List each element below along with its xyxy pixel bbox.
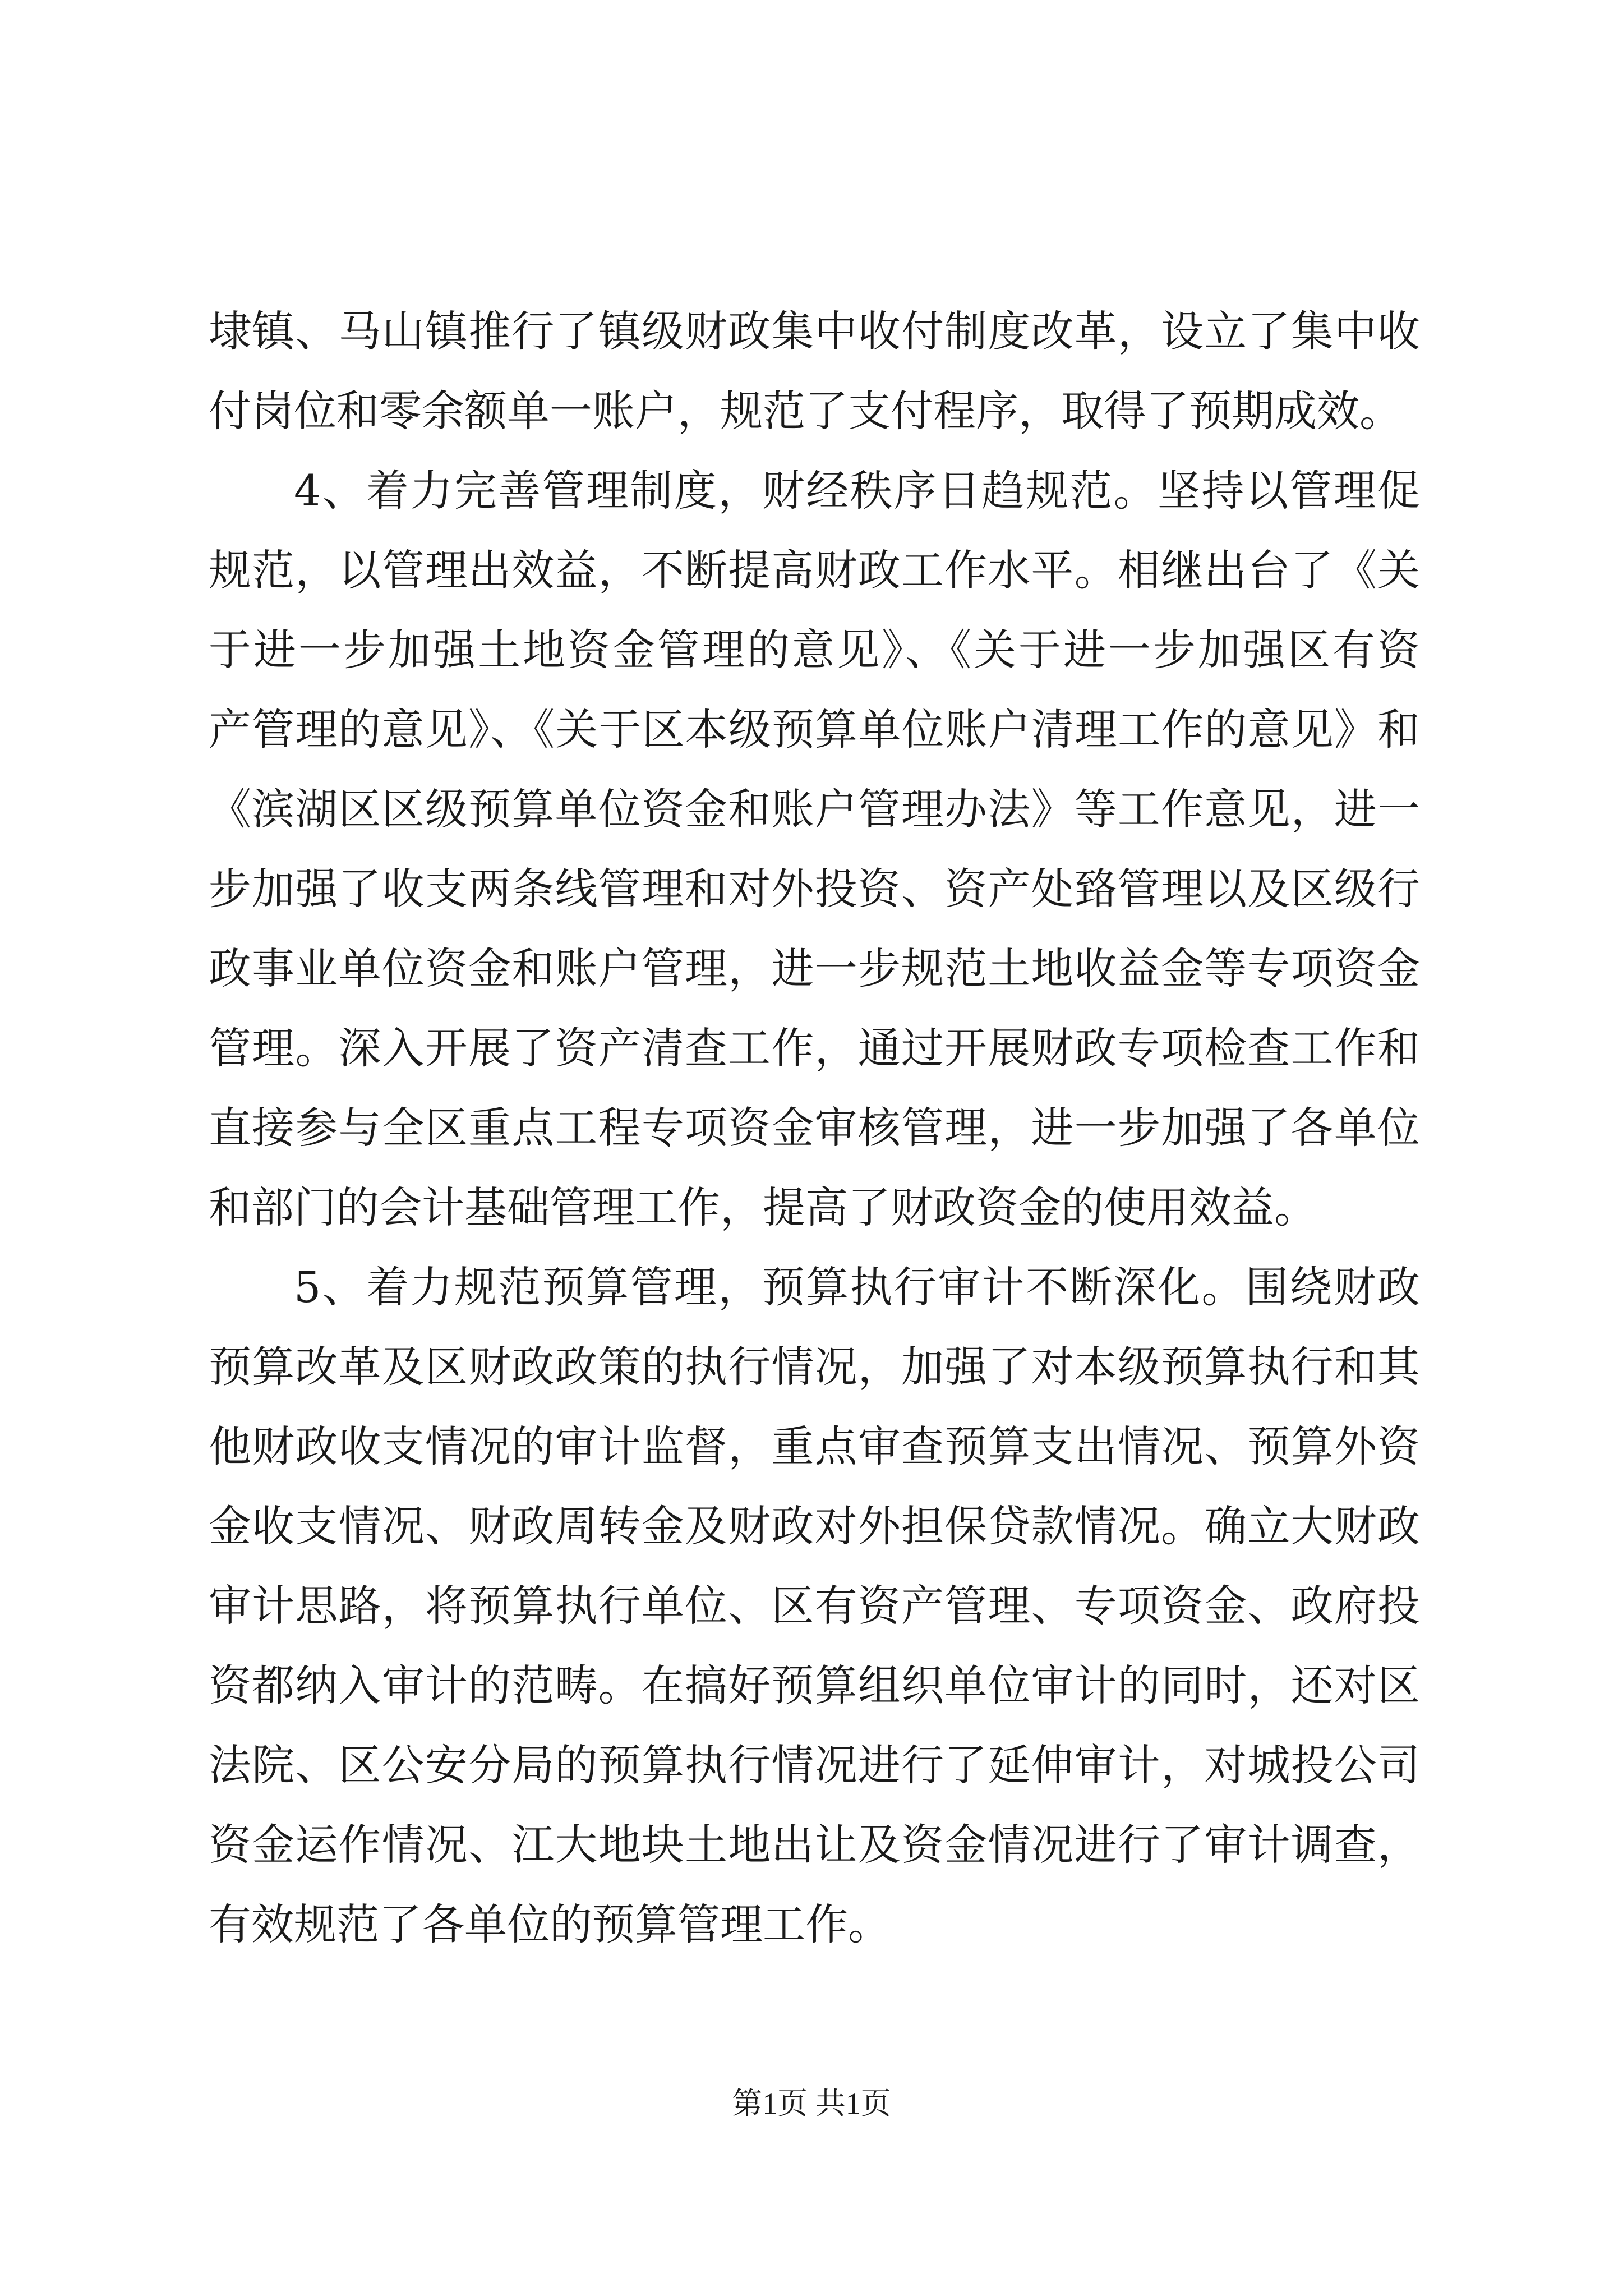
paragraph-3-line: 审计思路，将预算执行单位、区有资产管理、专项资金、政府投 xyxy=(209,1581,1420,1631)
paragraph-3-line: 5、着力规范预算管理，预算执行审计不断深化。围绕财政 xyxy=(294,1262,1420,1312)
document-body xyxy=(209,292,1420,1964)
paragraph-2-line: 于进一步加强土地资金管理的意见》、《关于进一步加强区有资 xyxy=(209,625,1420,675)
paragraph-3-line: 资都纳入审计的范畴。在搞好预算组织单位审计的同时，还对区 xyxy=(209,1660,1420,1710)
paragraph-2-line: 管理。深入开展了资产清查工作，通过开展财政专项检查工作和 xyxy=(209,1023,1420,1073)
paragraph-3-line: 法院、区公安分局的预算执行情况进行了延伸审计，对城投公司 xyxy=(209,1740,1420,1790)
paragraph-2-line: 《滨湖区区级预算单位资金和账户管理办法》等工作意见，进一 xyxy=(209,784,1420,834)
paragraph-2-line: 4、着力完善管理制度，财经秩序日趋规范。坚持以管理促 xyxy=(294,466,1420,516)
paragraph-2-line: 步加强了收支两条线管理和对外投资、资产处臵管理以及区级行 xyxy=(209,864,1420,914)
paragraph-2-line: 和部门的会计基础管理工作，提高了财政资金的使用效益。 xyxy=(209,1182,1317,1232)
paragraph-3-line: 金收支情况、财政周转金及财政对外担保贷款情况。确立大财政 xyxy=(209,1501,1420,1551)
paragraph-2-line: 政事业单位资金和账户管理，进一步规范土地收益金等专项资金 xyxy=(209,944,1420,993)
page-footer: 第1页 共1页 xyxy=(732,2087,891,2120)
paragraph-3-line: 资金运作情况、江大地块土地出让及资金情况进行了审计调查， xyxy=(209,1820,1420,1870)
paragraph-2-line: 规范，以管理出效益，不断提高财政工作水平。相继出台了《关 xyxy=(209,545,1420,595)
paragraph-3-line: 他财政收支情况的审计监督，重点审查预算支出情况、预算外资 xyxy=(209,1421,1420,1471)
paragraph-3-line: 预算改革及区财政政策的执行情况，加强了对本级预算执行和其 xyxy=(209,1342,1420,1392)
paragraph-2-line: 产管理的意见》、《关于区本级预算单位账户清理工作的意见》和 xyxy=(209,705,1420,754)
paragraph-1-line: 付岗位和零余额单一账户，规范了支付程序，取得了预期成效。 xyxy=(209,386,1402,436)
paragraph-2-line: 直接参与全区重点工程专项资金审核管理，进一步加强了各单位 xyxy=(209,1103,1420,1153)
paragraph-1-line: 埭镇、马山镇推行了镇级财政集中收付制度改革，设立了集中收 xyxy=(209,306,1420,356)
paragraph-3-line: 有效规范了各单位的预算管理工作。 xyxy=(209,1899,891,1949)
